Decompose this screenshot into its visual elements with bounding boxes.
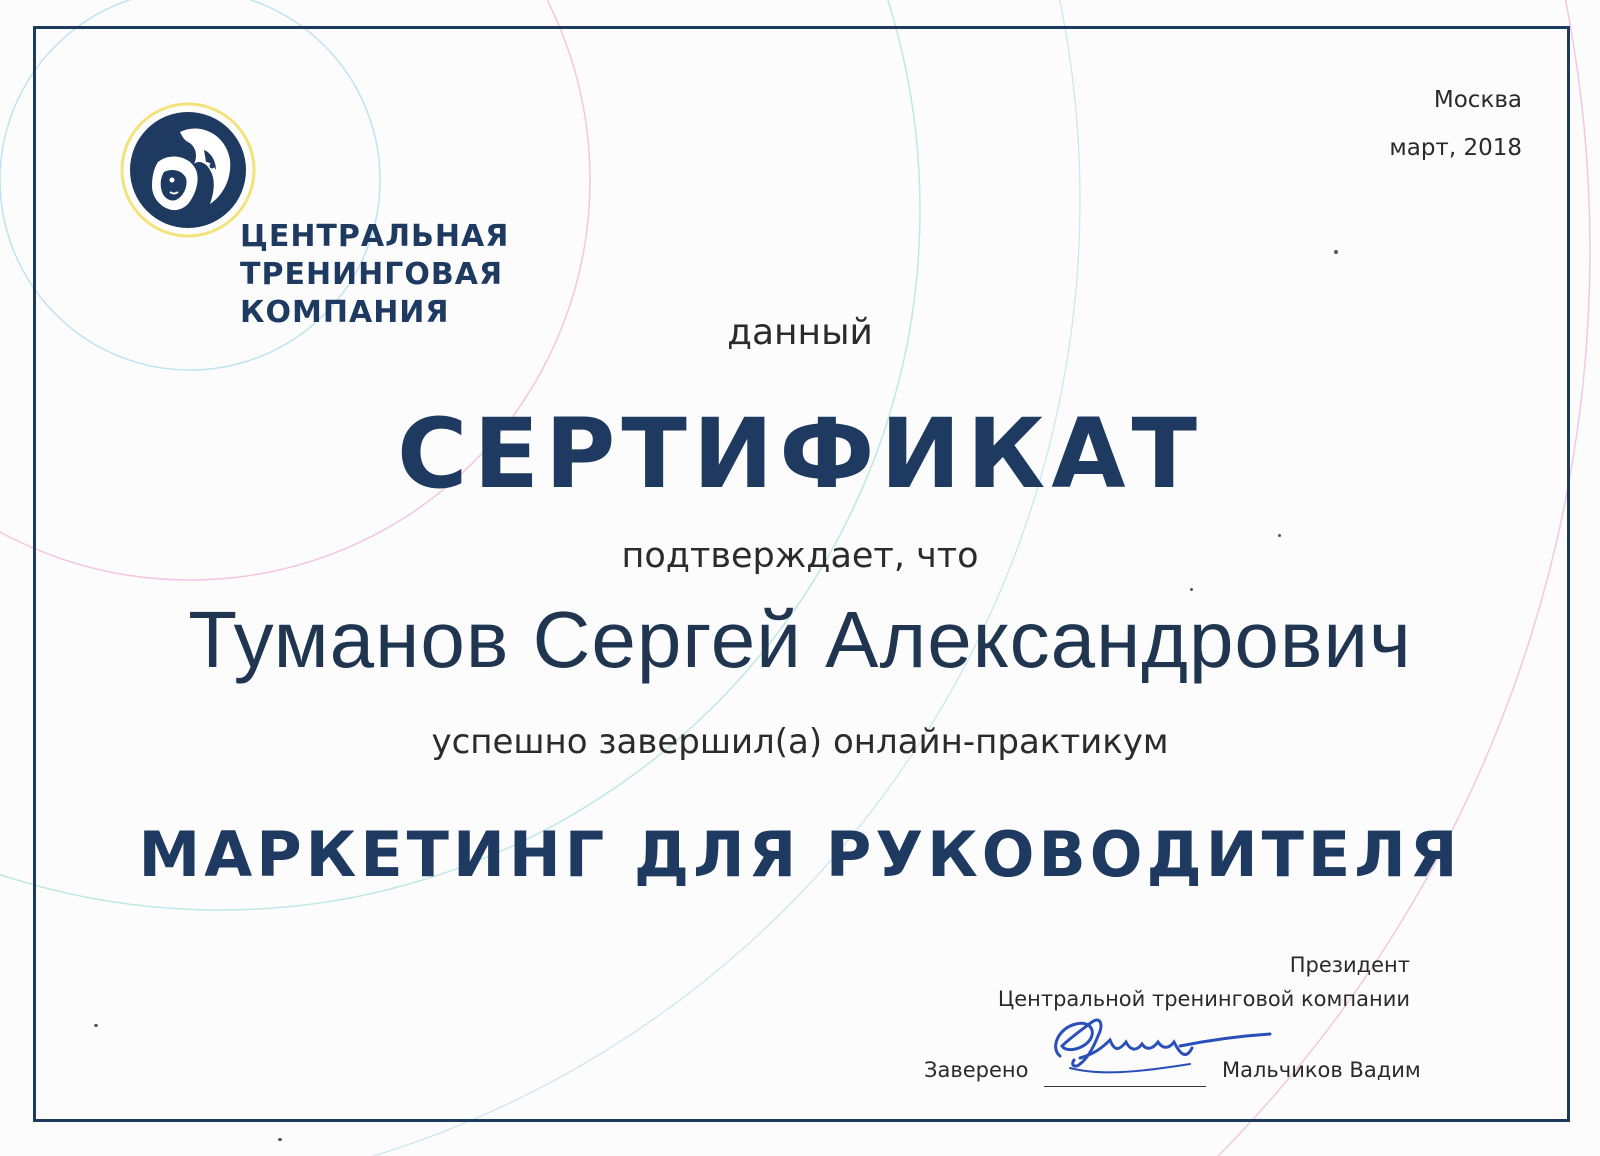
- recipient-name: Туманов Сергей Александрович: [188, 595, 1412, 684]
- scan-speck: [1190, 588, 1193, 591]
- course-name: МАРКЕТИНГ ДЛЯ РУКОВОДИТЕЛЯ: [138, 818, 1462, 891]
- place: Москва: [1433, 87, 1522, 113]
- certified-label: Заверено: [924, 1058, 1029, 1082]
- company-name-line: ТРЕНИНГОВАЯ: [240, 257, 504, 292]
- scan-speck: [94, 1024, 98, 1027]
- signer-name: Мальчиков Вадим: [1222, 1058, 1421, 1082]
- company-logo: [118, 100, 538, 340]
- company-name-line: ЦЕНТРАЛЬНАЯ: [240, 219, 510, 254]
- scan-speck: [1278, 534, 1281, 537]
- signatory-organization: Центральной тренинговой компании: [997, 987, 1410, 1011]
- handwritten-signature-icon: [1040, 998, 1290, 1088]
- scan-speck: [1334, 250, 1338, 254]
- place-and-date: [1389, 76, 1522, 172]
- confirms-text: подтверждает, что: [621, 536, 979, 576]
- completion-text: успешно завершил(а) онлайн-практикум: [431, 722, 1169, 762]
- scan-speck: [278, 1138, 282, 1141]
- signatory-position: Президент: [1289, 953, 1410, 977]
- intro-text: данный: [727, 312, 873, 353]
- date: март, 2018: [1389, 135, 1522, 161]
- company-name-line: КОМПАНИЯ: [240, 295, 450, 330]
- certificate-title: СЕРТИФИКАТ: [396, 398, 1203, 510]
- lions-emblem-icon: [118, 100, 258, 240]
